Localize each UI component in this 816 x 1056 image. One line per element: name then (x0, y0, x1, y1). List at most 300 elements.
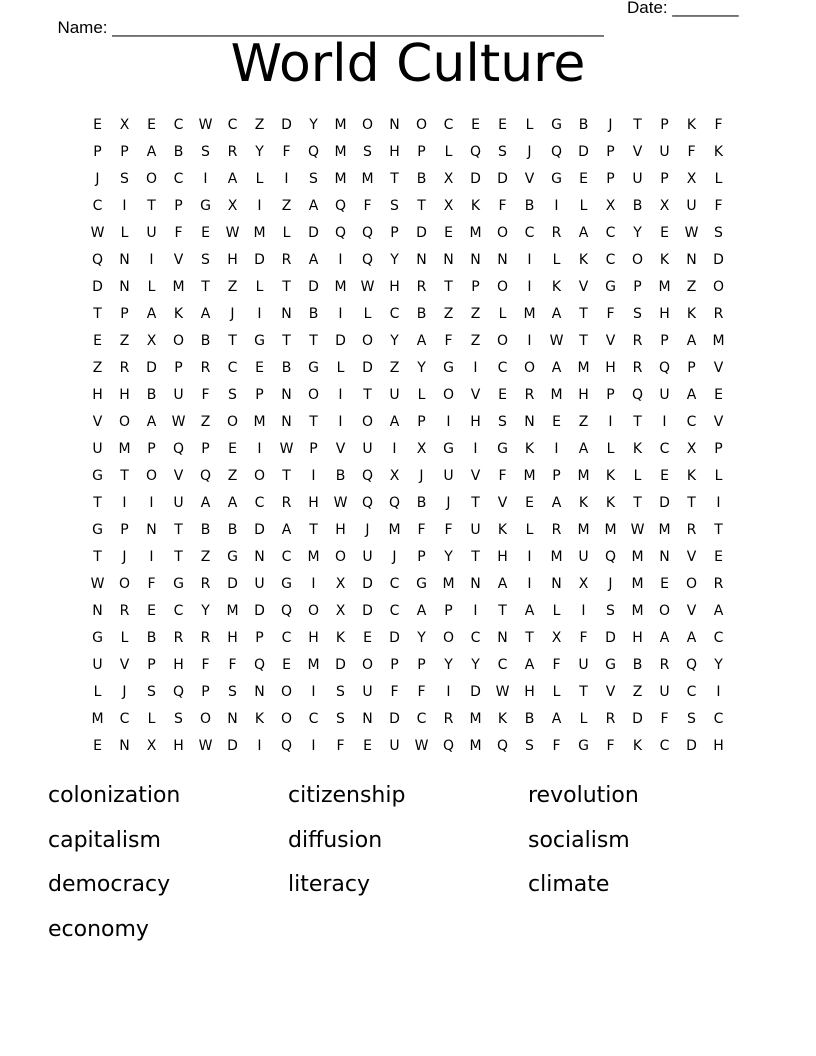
grid-letter: T (174, 522, 183, 538)
grid-letter: Q (361, 252, 374, 268)
grid-letter: M (442, 576, 455, 592)
grid-letter: E (660, 576, 669, 592)
grid-letter: B (281, 360, 292, 376)
grid-letter: P (606, 171, 615, 187)
grid-letter: H (605, 360, 616, 376)
grid-letter: D (713, 252, 724, 268)
grid-letter: Q (307, 144, 320, 160)
grid-letter: C (686, 684, 697, 700)
grid-letter: C (470, 630, 481, 646)
grid-letter: G (578, 738, 589, 754)
grid-letter: O (442, 387, 455, 403)
grid-letter: F (714, 198, 723, 214)
grid-letter: I (311, 738, 316, 754)
grid-letter: S (228, 387, 237, 403)
grid-letter: I (473, 603, 478, 619)
grid-letter: B (578, 117, 589, 133)
grid-letter: X (443, 171, 454, 187)
grid-letter: S (336, 711, 345, 727)
grid-letter: W (360, 279, 375, 295)
grid-letter: M (307, 657, 320, 673)
grid-letter: V (713, 414, 724, 430)
grid-letter: N (659, 549, 670, 565)
grid-letter: T (390, 171, 399, 187)
grid-letter: L (714, 171, 723, 187)
grid-letter: Z (443, 306, 454, 322)
grid-letter: N (254, 684, 265, 700)
grid-letter: L (579, 711, 588, 727)
grid-letter: C (308, 711, 319, 727)
grid-letter: N (551, 576, 562, 592)
grid-letter: J (122, 684, 127, 700)
grid-letter: U (92, 441, 103, 457)
grid-letter: X (443, 198, 454, 214)
grid-letter: R (227, 144, 238, 160)
grid-letter: O (280, 711, 293, 727)
grid-letter: P (147, 657, 156, 673)
grid-letter: P (660, 117, 669, 133)
grid-letter: T (228, 333, 237, 349)
grid-letter: E (471, 117, 480, 133)
grid-letter: D (335, 333, 346, 349)
grid-letter: M (550, 549, 563, 565)
grid-letter: C (659, 441, 670, 457)
word-list-item: socialism (528, 827, 630, 853)
grid-letter: I (257, 738, 262, 754)
grid-letter: G (551, 117, 562, 133)
grid-letter: L (147, 279, 156, 295)
grid-letter: Z (200, 549, 211, 565)
grid-letter: P (120, 144, 129, 160)
grid-letter: J (419, 468, 424, 484)
grid-letter: Q (469, 144, 482, 160)
grid-letter: Z (200, 414, 211, 430)
grid-letter: P (660, 171, 669, 187)
grid-letter: S (228, 684, 237, 700)
grid-letter: H (497, 549, 508, 565)
grid-letter: I (311, 468, 316, 484)
grid-letter: W (684, 225, 699, 241)
grid-letter: L (714, 468, 723, 484)
grid-letter: Q (172, 684, 185, 700)
grid-letter: Q (361, 225, 374, 241)
grid-letter: D (659, 495, 670, 511)
grid-letter: P (552, 468, 561, 484)
grid-letter: A (146, 306, 157, 322)
grid-letter: M (658, 522, 671, 538)
grid-letter: S (120, 171, 129, 187)
grid-letter: N (281, 306, 292, 322)
grid-letter: C (227, 117, 238, 133)
grid-letter: V (605, 684, 616, 700)
grid-letter: V (686, 603, 697, 619)
grid-letter: T (579, 306, 588, 322)
grid-letter: S (498, 144, 507, 160)
grid-letter: A (416, 333, 427, 349)
grid-letter: C (443, 117, 454, 133)
grid-letter: F (444, 522, 453, 538)
grid-letter: Z (281, 198, 292, 214)
grid-letter: W (279, 441, 294, 457)
grid-letter: D (308, 225, 319, 241)
grid-letter: F (363, 198, 372, 214)
grid-letter: T (525, 630, 534, 646)
grid-letter: K (605, 495, 616, 511)
grid-letter: I (338, 414, 343, 430)
grid-letter: M (118, 441, 131, 457)
grid-letter: F (201, 387, 210, 403)
grid-letter: S (714, 225, 723, 241)
grid-letter: P (714, 441, 723, 457)
grid-letter: F (201, 657, 210, 673)
word-list-item: literacy (288, 872, 371, 897)
grid-letter: A (524, 603, 535, 619)
grid-letter: M (361, 171, 374, 187)
grid-letter: P (417, 549, 426, 565)
grid-letter: M (307, 549, 320, 565)
grid-letter: M (334, 171, 347, 187)
grid-letter: W (171, 414, 186, 430)
grid-letter: T (309, 414, 318, 430)
grid-letter: T (174, 549, 183, 565)
grid-letter: L (255, 171, 264, 187)
grid-letter: O (118, 414, 131, 430)
grid-letter: Y (390, 333, 399, 349)
grid-letter: J (392, 549, 397, 565)
grid-letter: E (498, 387, 507, 403)
grid-letter: Y (309, 117, 318, 133)
grid-letter: O (145, 171, 158, 187)
grid-letter: K (632, 441, 643, 457)
grid-letter: Y (390, 252, 399, 268)
grid-letter: T (471, 549, 480, 565)
grid-letter: V (497, 495, 508, 511)
grid-letter: P (606, 387, 615, 403)
grid-letter: Y (444, 549, 453, 565)
grid-letter: D (308, 279, 319, 295)
grid-letter: I (554, 441, 559, 457)
grid-letter: A (146, 144, 157, 160)
grid-letter: P (633, 279, 642, 295)
grid-letter: N (281, 414, 292, 430)
grid-letter: R (200, 630, 211, 646)
grid-letter: C (389, 576, 400, 592)
grid-letter: O (496, 333, 509, 349)
grid-letter: N (443, 252, 454, 268)
grid-letter: A (551, 495, 562, 511)
grid-letter: F (498, 198, 507, 214)
grid-letter: K (551, 279, 562, 295)
grid-letter: R (200, 576, 211, 592)
grid-letter: L (147, 711, 156, 727)
grid-letter: K (713, 144, 724, 160)
grid-letter: Z (119, 333, 130, 349)
grid-letter: N (119, 252, 130, 268)
grid-letter: Y (471, 657, 480, 673)
grid-letter: A (551, 306, 562, 322)
grid-letter: I (257, 441, 262, 457)
grid-letter: L (417, 387, 426, 403)
grid-letter: M (577, 360, 590, 376)
grid-letter: T (309, 522, 318, 538)
grid-letter: Q (442, 738, 455, 754)
grid-letter: J (527, 144, 532, 160)
grid-letter: D (470, 171, 481, 187)
grid-letter: A (686, 387, 697, 403)
grid-letter: A (524, 657, 535, 673)
grid-letter: B (416, 306, 427, 322)
grid-letter: I (122, 495, 127, 511)
grid-letter: J (608, 117, 613, 133)
grid-letter: A (308, 198, 319, 214)
grid-letter: R (632, 333, 643, 349)
grid-letter: E (93, 117, 102, 133)
grid-letter: S (336, 684, 345, 700)
grid-letter: C (92, 198, 103, 214)
grid-letter: P (93, 144, 102, 160)
grid-letter: K (686, 306, 697, 322)
grid-letter: O (442, 630, 455, 646)
grid-letter: O (145, 468, 158, 484)
grid-letter: W (414, 738, 429, 754)
grid-letter: M (712, 333, 725, 349)
grid-letter: R (416, 279, 427, 295)
grid-letter: I (527, 333, 532, 349)
grid-letter: I (338, 252, 343, 268)
grid-letter: A (551, 360, 562, 376)
grid-letter: P (390, 657, 399, 673)
word-list (48, 778, 768, 956)
grid-letter: I (311, 684, 316, 700)
grid-letter: F (498, 468, 507, 484)
grid-letter: I (473, 441, 478, 457)
grid-letter: P (417, 414, 426, 430)
grid-letter: W (198, 117, 213, 133)
grid-letter: M (253, 225, 266, 241)
grid-letter: D (146, 360, 157, 376)
grid-letter: F (282, 144, 291, 160)
grid-letter: C (686, 414, 697, 430)
grid-letter: N (227, 711, 238, 727)
grid-letter: F (147, 576, 156, 592)
grid-letter: I (527, 576, 532, 592)
grid-letter: K (578, 495, 589, 511)
grid-letter: X (551, 630, 562, 646)
grid-letter: X (146, 333, 157, 349)
grid-letter: S (498, 414, 507, 430)
grid-letter: R (713, 306, 724, 322)
grid-letter: C (281, 630, 292, 646)
grid-letter: X (335, 576, 346, 592)
grid-letter: L (336, 360, 345, 376)
grid-letter: L (120, 630, 129, 646)
grid-letter: Q (388, 495, 401, 511)
grid-letter: K (686, 468, 697, 484)
grid-letter: P (201, 684, 210, 700)
page-title: World Culture (230, 34, 586, 94)
grid-letter: T (282, 279, 291, 295)
grid-letter: X (227, 198, 238, 214)
grid-letter: K (578, 252, 589, 268)
grid-letter: P (147, 441, 156, 457)
grid-letter: F (390, 684, 399, 700)
grid-letter: A (551, 711, 562, 727)
grid-letter: R (173, 630, 184, 646)
grid-letter: H (659, 306, 670, 322)
grid-letter: M (631, 576, 644, 592)
grid-letter: I (608, 414, 613, 430)
grid-letter: R (281, 495, 292, 511)
word-list-item: colonization (48, 783, 181, 808)
grid-letter: X (416, 441, 427, 457)
grid-letter: E (660, 225, 669, 241)
grid-letter: X (578, 576, 589, 592)
grid-letter: U (632, 171, 643, 187)
grid-letter: P (660, 333, 669, 349)
grid-letter: G (605, 657, 616, 673)
grid-letter: Y (201, 603, 210, 619)
grid-letter: I (203, 171, 208, 187)
grid-letter: I (284, 171, 289, 187)
grid-letter: F (552, 657, 561, 673)
date-field-label: Date: _______ (627, 0, 739, 17)
grid-letter: A (686, 630, 697, 646)
grid-letter: M (334, 117, 347, 133)
grid-letter: M (91, 711, 104, 727)
grid-letter: Q (658, 360, 671, 376)
grid-letter: M (172, 279, 185, 295)
grid-letter: L (525, 522, 534, 538)
grid-letter: I (716, 495, 721, 511)
grid-letter: V (686, 549, 697, 565)
grid-letter: B (416, 495, 427, 511)
grid-letter: U (686, 198, 697, 214)
grid-letter: F (174, 225, 183, 241)
grid-letter: T (93, 306, 102, 322)
grid-letter: Q (361, 468, 374, 484)
grid-letter: D (227, 576, 238, 592)
grid-letter: Q (280, 603, 293, 619)
grid-letter: E (201, 225, 210, 241)
grid-letter: N (119, 738, 130, 754)
grid-letter: H (389, 144, 400, 160)
grid-letter: I (527, 549, 532, 565)
grid-letter: A (146, 414, 157, 430)
grid-letter: G (92, 522, 103, 538)
grid-letter: E (444, 225, 453, 241)
grid-letter: Y (255, 144, 264, 160)
grid-letter: K (632, 738, 643, 754)
grid-letter: C (497, 360, 508, 376)
grid-letter: I (527, 252, 532, 268)
grid-letter: Z (227, 279, 238, 295)
grid-letter: T (201, 279, 210, 295)
grid-letter: H (119, 387, 130, 403)
grid-letter: E (282, 657, 291, 673)
grid-letter: B (524, 711, 535, 727)
grid-letter: I (257, 198, 262, 214)
grid-letter: U (470, 522, 481, 538)
grid-letter: W (495, 684, 510, 700)
grid-letter: A (227, 495, 238, 511)
grid-letter: L (255, 279, 264, 295)
grid-letter: R (659, 657, 670, 673)
grid-letter: S (147, 684, 156, 700)
grid-letter: Q (172, 441, 185, 457)
grid-letter: T (687, 495, 696, 511)
grid-letter: O (199, 711, 212, 727)
grid-letter: M (577, 522, 590, 538)
name-field-label: Name: ____________________________________________________ (57, 18, 604, 37)
grid-letter: V (119, 657, 130, 673)
grid-letter: E (93, 333, 102, 349)
grid-letter: G (200, 198, 211, 214)
grid-letter: F (228, 657, 237, 673)
grid-letter: D (416, 225, 427, 241)
grid-letter: Q (253, 657, 266, 673)
grid-letter: N (470, 576, 481, 592)
grid-letter: O (334, 549, 347, 565)
grid-letter: S (309, 171, 318, 187)
grid-letter: Y (417, 630, 426, 646)
grid-letter: O (361, 117, 374, 133)
grid-letter: O (658, 603, 671, 619)
grid-letter: R (524, 387, 535, 403)
grid-letter: P (255, 630, 264, 646)
grid-letter: J (608, 576, 613, 592)
grid-letter: H (173, 738, 184, 754)
grid-letter: H (227, 252, 238, 268)
grid-letter: C (173, 117, 184, 133)
grid-letter: H (308, 630, 319, 646)
grid-letter: K (524, 441, 535, 457)
grid-letter: E (579, 171, 588, 187)
grid-letter: E (228, 441, 237, 457)
grid-letter: G (281, 576, 292, 592)
grid-letter: D (389, 630, 400, 646)
grid-letter: G (227, 549, 238, 565)
grid-letter: F (579, 630, 588, 646)
grid-letter: U (92, 657, 103, 673)
grid-letter: J (230, 306, 235, 322)
grid-letter: N (254, 549, 265, 565)
grid-letter: H (173, 657, 184, 673)
grid-letter: I (662, 414, 667, 430)
grid-letter: R (281, 252, 292, 268)
grid-letter: U (578, 549, 589, 565)
grid-letter: M (388, 522, 401, 538)
grid-letter: Z (227, 468, 238, 484)
grid-letter: E (552, 414, 561, 430)
grid-letter: E (525, 495, 534, 511)
grid-letter: G (551, 171, 562, 187)
grid-letter: C (389, 306, 400, 322)
grid-letter: D (254, 522, 265, 538)
grid-letter: N (119, 279, 130, 295)
grid-letter: M (523, 468, 536, 484)
grid-letter: G (308, 360, 319, 376)
grid-letter: Y (714, 657, 723, 673)
grid-letter: G (443, 360, 454, 376)
grid-letter: J (95, 171, 100, 187)
grid-letter: F (444, 333, 453, 349)
grid-letter: D (227, 738, 238, 754)
grid-letter: A (200, 495, 211, 511)
grid-letter: T (282, 333, 291, 349)
grid-letter: V (605, 333, 616, 349)
grid-letter: C (713, 630, 724, 646)
grid-letter: E (147, 603, 156, 619)
